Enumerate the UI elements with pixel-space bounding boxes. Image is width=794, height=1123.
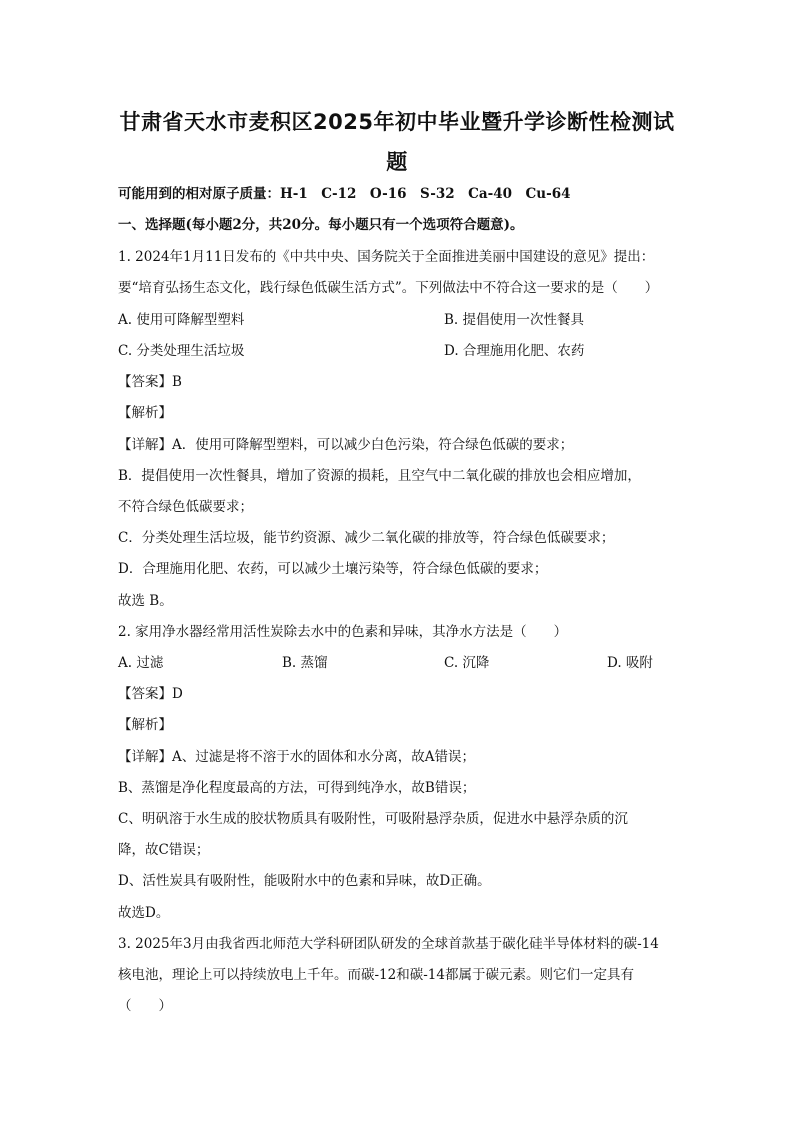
q1-analysis-label: 【解析】 — [118, 405, 172, 421]
q1-detail-line2: B．提倡使用一次性餐具，增加了资源的损耗，且空气中二氧化碳的排放也会相应增加， — [118, 468, 641, 484]
q1-detail-line3: 不符合绿色低碳要求； — [118, 499, 253, 515]
q1-option-d: D. 合理施用化肥、农药 — [444, 343, 585, 359]
q2-option-b: B. 蒸馏 — [282, 655, 328, 671]
q2-detail-line2: B、蒸馏是净化程度最高的方法，可得到纯净水，故B错误； — [118, 780, 476, 796]
q1-option-c: C. 分类处理生活垃圾 — [118, 343, 245, 359]
q1-detail-line4: C．分类处理生活垃圾，能节约资源、减少二氧化碳的排放等，符合绿色低碳要求； — [118, 530, 615, 546]
q1-answer: 【答案】B — [118, 374, 182, 390]
q2-option-d: D. 吸附 — [607, 655, 653, 671]
q1-stem-line1: 1. 2024年1月11日发布的《中共中央、国务院关于全面推进美丽中国建设的意见》提出： — [118, 249, 655, 265]
q1-conclusion: 故选 B。 — [118, 593, 173, 609]
q2-answer: 【答案】D — [118, 686, 183, 702]
q2-detail-line3: C、明矾溶于水生成的胶状物质具有吸附性，可吸附悬浮杂质，促进水中悬浮杂质的沉 — [118, 811, 628, 827]
exam-title-line1: 甘肃省天水市麦积区2025年初中毕业暨升学诊断性检测试 — [119, 110, 675, 134]
q1-option-a: A. 使用可降解型塑料 — [118, 312, 245, 328]
q1-stem-line2: 要“培育弘扬生态文化，践行绿色低碳生活方式”。下列做法中不符合这一要求的是（ ） — [118, 280, 659, 296]
q2-conclusion: 故选D。 — [118, 905, 170, 921]
q1-detail-line5: D．合理施用化肥、农药，可以减少土壤污染等，符合绿色低碳的要求； — [118, 561, 548, 577]
q2-detail-line5: D、活性炭具有吸附性，能吸附水中的色素和异味，故D正确。 — [118, 873, 491, 889]
atomic-masses-note: 可能用到的相对原子质量：H-1 C-12 O-16 S-32 Ca-40 Cu-64 — [118, 186, 571, 202]
section1-heading: 一、选择题(每小题2分，共20分。每小题只有一个选项符合题意)。 — [118, 217, 524, 233]
q1-option-b: B. 提倡使用一次性餐具 — [444, 312, 585, 328]
q3-stem-line3: （ ） — [118, 998, 172, 1014]
q2-analysis-label: 【解析】 — [118, 717, 172, 733]
q2-option-a: A. 过滤 — [118, 655, 164, 671]
q2-detail-line1: 【详解】A、过滤是将不溶于水的固体和水分离，故A错误； — [118, 749, 475, 765]
q2-stem: 2. 家用净水器经常用活性炭除去水中的色素和异味，其净水方法是（ ） — [118, 624, 568, 640]
q3-stem-line2: 核电池，理论上可以持续放电上千年。而碳-12和碳-14都属于碳元素。则它们一定具有 — [118, 967, 634, 983]
q2-option-c: C. 沉降 — [444, 655, 490, 671]
q1-detail-line1: 【详解】A．使用可降解型塑料，可以减少白色污染，符合绿色低碳的要求； — [118, 437, 574, 453]
q3-stem-line1: 3. 2025年3月由我省西北师范大学科研团队研发的全球首款基于碳化硅半导体材料的碳-14 — [118, 936, 659, 952]
q2-detail-line4: 降，故C错误； — [118, 842, 210, 858]
exam-title-line2: 题 — [386, 150, 408, 174]
